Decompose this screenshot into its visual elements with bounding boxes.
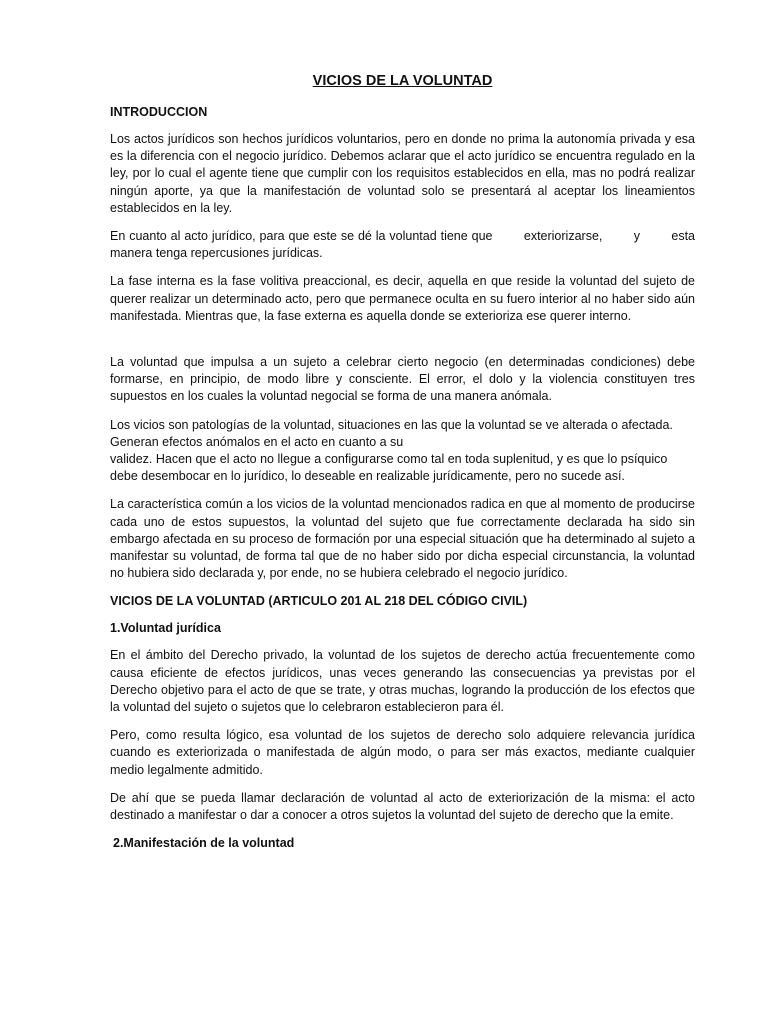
paragraph-1: Los actos jurídicos son hechos jurídicos voluntarios, pero en donde no prima la autonomía privada y esa es la diferencia con el negocio jurídico. Debemos aclarar que el acto jurídico se encuentra regulado en la ley, por lo cual el agente tiene que cumplir con los requisitos establecidos en ella, mas no podrá realizar ningún aporte, ya que la manifestación de voluntad solo se presentará al aceptar los lineamientos establecidos en la ley. bbox=[110, 132, 695, 215]
paragraph-3: La fase interna es la fase volitiva preaccional, es decir, aquella en que reside la voluntad del sujeto de querer realizar un determinado acto, pero que permanece oculta en su fuero interior al no haber sido aún manifestada. Mientras que, la fase externa es aquella donde se exterioriza ese querer interno. bbox=[110, 274, 695, 323]
paragraph-9: De ahí que se pueda llamar declaración de voluntad al acto de exteriorización de la misma: el acto destinado a manifestar o dar a conocer a otros sujetos la voluntad del sujeto de derecho que la emite. bbox=[110, 790, 695, 823]
paragraph-2: En cuanto al acto jurídico, para que este se dé la voluntad tiene que exteriorizarse, y esta manera tenga repercusiones jurídicas. bbox=[110, 229, 699, 261]
document-title: VICIOS DE LA VOLUNTAD bbox=[312, 73, 493, 89]
subheading-manifestacion-voluntad: 2.Manifestación de la voluntad bbox=[113, 836, 295, 851]
paragraph-5-line-2: Generan efectos anómalos en el acto en cuanto a su bbox=[110, 434, 404, 449]
paragraph-6: La característica común a los vicios de la voluntad mencionados radica en que al momento de producirse cada uno de estos supuestos, la voluntad del sujeto que fue correctamente declarada ha sido sin embargo afectada en su proceso de formación por una especial situación que ha determinado al sujeto a manifestar su voluntad, de forma tal que de no haber sido por dicha especial circunstancia, la voluntad no hubiera sido declarada y, por ende, no se hubiera celebrado el negocio jurídico. bbox=[110, 497, 695, 581]
paragraph-8: Pero, como resulta lógico, esa voluntad de los sujetos de derecho solo adquiere relevancia jurídica cuando es exteriorizada o manifestada de algún modo, o para ser más exactos, mediante cualquier medio legalmente admitido. bbox=[110, 728, 695, 777]
paragraph-4: La voluntad que impulsa a un sujeto a celebrar cierto negocio (en determinadas condiciones) debe formarse, en principio, de modo libre y consciente. El error, el dolo y la violencia constituyen tres supuestos en los cuales la voluntad negocial se forma de una manera anómala. bbox=[110, 355, 695, 404]
intro-heading: INTRODUCCION bbox=[110, 105, 208, 119]
paragraph-5-line-3: validez. Hacen que el acto no llegue a configurarse como tal en toda suplenitud, y es que lo psíquico debe desembocar en lo jurídico, lo deseable en realizable jurídicamente, pero no sucede así. bbox=[110, 452, 668, 484]
paragraph-7: En el ámbito del Derecho privado, la voluntad de los sujetos de derecho actúa frecuentemente como causa eficiente de efectos jurídicos, unas veces generando las consecuencias ya previstas por el Derecho objetivo para el acto de que se trate, y otras muchas, logrando la producción de los efectos que la voluntad del sujeto o sujetos que lo celebraron establecieron para él. bbox=[110, 648, 695, 715]
subheading-voluntad-juridica: 1.Voluntad jurídica bbox=[110, 621, 221, 636]
vicios-section-heading: VICIOS DE LA VOLUNTAD (ARTICULO 201 AL 218 DEL CÓDIGO CIVIL) bbox=[110, 594, 528, 609]
paragraph-5-line-1: Los vicios son patologías de la voluntad, situaciones en las que la voluntad se ve alterada o afectada. bbox=[110, 417, 673, 432]
paragraph-5 bbox=[110, 417, 695, 486]
